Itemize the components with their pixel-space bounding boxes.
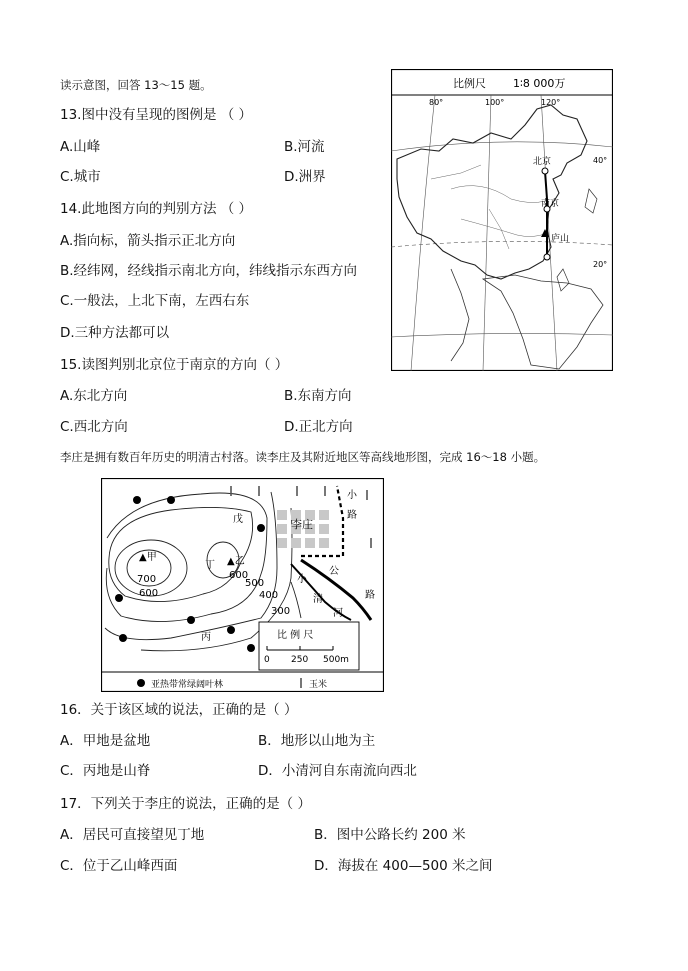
end-city-icon: [544, 254, 550, 260]
place-bing: 丙: [201, 632, 211, 643]
village-label: 李庄: [291, 518, 313, 531]
lon-120: 120°: [541, 98, 561, 107]
q13-option-c[interactable]: C.城市: [60, 169, 101, 185]
contour-600-a: 600: [139, 588, 159, 599]
lon-100: 100°: [485, 98, 505, 107]
q15-option-d[interactable]: D.正北方向: [284, 419, 353, 435]
q14-option-c[interactable]: C.一般法，上北下南，左西右东: [60, 293, 250, 309]
q16-option-d[interactable]: D．小清河自东南流向西北: [258, 763, 417, 779]
map1-scale-label: 比例尺: [453, 77, 486, 90]
forest-legend-icon: [137, 679, 145, 687]
q16-option-b[interactable]: B．地形以山地为主: [258, 733, 376, 749]
legend-forest: 亚热带常绿阔叶林: [151, 680, 224, 690]
path-label-1: 小: [347, 490, 357, 501]
lat-20: 20°: [593, 260, 608, 269]
contour-500: 500: [245, 578, 265, 589]
q17-option-c[interactable]: C．位于乙山峰西面: [60, 858, 178, 874]
map1-scale-value: 1∶8 000万: [513, 77, 566, 90]
legend-corn: 玉米: [309, 680, 328, 690]
q14-option-a[interactable]: A.指向标，箭头指示正北方向: [60, 233, 236, 249]
q13-option-d[interactable]: D.洲界: [284, 169, 326, 185]
q16-option-c[interactable]: C．丙地是山脊: [60, 763, 151, 779]
q15-option-b[interactable]: B.东南方向: [284, 388, 352, 404]
q14-option-b[interactable]: B.经纬网，经线指示南北方向，纬线指示东西方向: [60, 263, 358, 279]
contour-600-b: 600: [229, 570, 249, 581]
peak-jia-label: ▲甲: [139, 552, 157, 563]
lon-80: 80°: [429, 98, 444, 107]
q17-stem: 17．下列关于李庄的说法，正确的是（ ）: [60, 796, 311, 812]
contour-map: [101, 478, 384, 692]
place-ding: 丁: [205, 560, 215, 571]
q15-stem: 15.读图判别北京位于南京的方向（ ）: [60, 357, 289, 373]
intro-16-18: 李庄是拥有数百年历史的明清古村落。读李庄及其附近地区等高线地形图，完成 16～18 小题。: [60, 450, 546, 464]
city-nanjing: 南京: [541, 199, 560, 209]
contour-300: 300: [271, 606, 291, 617]
q13-option-a[interactable]: A.山峰: [60, 139, 101, 155]
q15-option-c[interactable]: C.西北方向: [60, 419, 128, 435]
place-lushan: 庐山: [551, 234, 570, 244]
q13-stem: 13.图中没有呈现的图例是 （ ）: [60, 107, 253, 123]
scale-title: 比 例 尺: [277, 630, 314, 641]
beijing-city-icon: [542, 168, 548, 174]
q17-option-d[interactable]: D．海拔在 400—500 米之间: [314, 858, 493, 874]
river-label-1: 小: [297, 574, 307, 585]
q17-option-b[interactable]: B．图中公路长约 200 米: [314, 827, 466, 843]
scale-tick-250: 250: [291, 655, 309, 665]
q13-option-b[interactable]: B.河流: [284, 139, 325, 155]
china-map: [391, 69, 613, 371]
contour-700: 700: [137, 574, 157, 585]
peak-yi-label: ▲乙: [227, 556, 245, 567]
scale-tick-0: 0: [264, 655, 270, 665]
intro-13-15: 读示意图，回答 13～15 题。: [60, 78, 212, 92]
path-label-2: 路: [347, 510, 357, 521]
scale-tick-500: 500m: [323, 655, 349, 665]
river-label-3: 河: [333, 608, 343, 619]
river-label-2: 清: [313, 594, 323, 605]
q15-option-a[interactable]: A.东北方向: [60, 388, 128, 404]
q16-option-a[interactable]: A．甲地是盆地: [60, 733, 151, 749]
road-label-1: 公: [329, 566, 339, 577]
place-wu: 戊: [233, 514, 243, 525]
city-beijing: 北京: [533, 157, 552, 167]
contour-400: 400: [259, 590, 279, 601]
road-label-2: 路: [365, 590, 375, 601]
lat-40: 40°: [593, 156, 608, 165]
q14-stem: 14.此地图方向的判别方法 （ ）: [60, 201, 253, 217]
q17-option-a[interactable]: A．居民可直接望见丁地: [60, 827, 205, 843]
q14-option-d[interactable]: D.三种方法都可以: [60, 325, 170, 341]
q16-stem: 16．关于该区域的说法，正确的是（ ）: [60, 702, 298, 718]
